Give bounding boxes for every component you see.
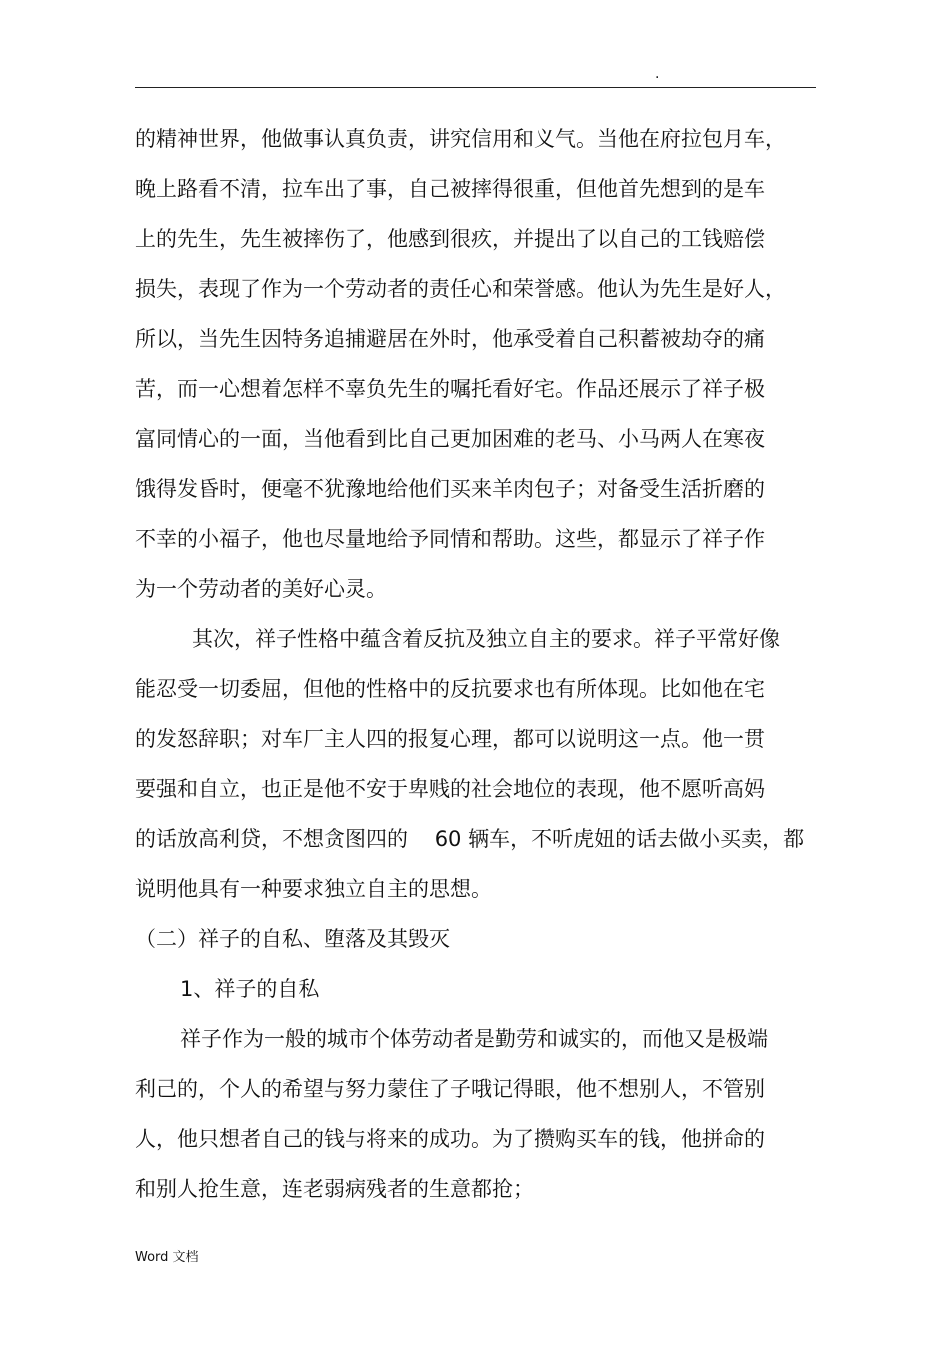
text-line: 损失，表现了作为一个劳动者的责任心和荣誉感。他认为先生是好人，: [135, 277, 786, 301]
text-line: 饿得发昏时，便毫不犹豫地给他们买来羊肉包子；对备受生活折磨的: [135, 477, 765, 501]
text-line: 利己的，个人的希望与努力蒙住了子哦记得眼，他不想别人，不管别: [135, 1077, 765, 1101]
text-line: 的话放高利贷，不想贪图四的 60 辆车，不听虎妞的话去做小买卖，都: [135, 827, 805, 851]
footer-label: Word 文档: [135, 1250, 199, 1265]
text-line: 要强和自立，也正是他不安于卑贱的社会地位的表现，他不愿听高妈: [135, 777, 765, 801]
text-line: 为一个劳动者的美好心灵。: [135, 577, 387, 601]
text-line: 1、祥子的自私: [180, 977, 320, 1001]
text-line: 人，他只想者自己的钱与将来的成功。为了攒购买车的钱，他拼命的: [135, 1127, 765, 1151]
header-mark: .: [655, 66, 660, 82]
text-line: 说明他具有一种要求独立自主的思想。: [135, 877, 492, 901]
text-line: 能忍受一切委屈，但他的性格中的反抗要求也有所体现。比如他在宅: [135, 677, 765, 701]
text-line: 晚上路看不清，拉车出了事，自己被摔得很重，但他首先想到的是车: [135, 177, 765, 201]
text-line: 不幸的小福子，他也尽量地给予同情和帮助。这些，都显示了祥子作: [135, 527, 765, 551]
text-line: 的发怒辞职；对车厂主人四的报复心理，都可以说明这一点。他一贯: [135, 727, 765, 751]
header-rule: [135, 87, 816, 88]
text-line: 和别人抢生意，连老弱病残者的生意都抢；: [135, 1177, 534, 1201]
text-line: 祥子作为一般的城市个体劳动者是勤劳和诚实的，而他又是极端: [180, 1027, 768, 1051]
text-line: 富同情心的一面，当他看到比自己更加困难的老马、小马两人在寒夜: [135, 427, 765, 451]
text-line: 苦，而一心想着怎样不辜负先生的嘱托看好宅。作品还展示了祥子极: [135, 377, 765, 401]
text-line: 的精神世界，他做事认真负责，讲究信用和义气。当他在府拉包月车，: [135, 127, 786, 151]
text-line: 其次，祥子性格中蕴含着反抗及独立自主的要求。祥子平常好像: [192, 627, 780, 651]
text-line: 上的先生，先生被摔伤了，他感到很疚，并提出了以自己的工钱赔偿: [135, 227, 765, 251]
text-line: （二）祥子的自私、堕落及其毁灭: [135, 927, 450, 951]
text-line: 所以，当先生因特务追捕避居在外时，他承受着自己积蓄被劫夺的痛: [135, 327, 765, 351]
